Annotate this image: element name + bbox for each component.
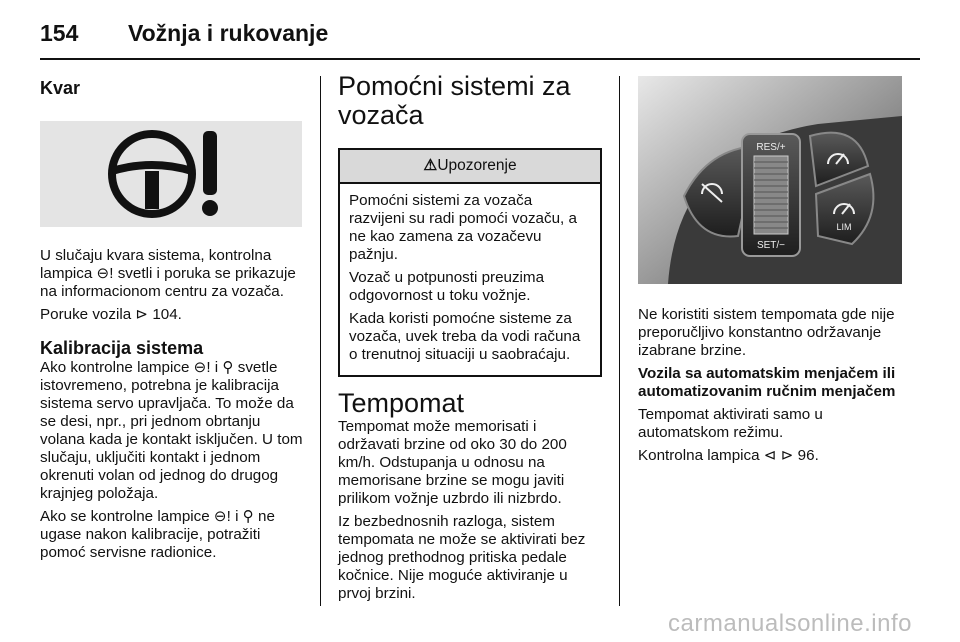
section-heading-kalibracija: Kalibracija sistema <box>40 338 204 358</box>
section-heading-pomocni-sistemi: Pomoćni sistemi za vozača <box>338 71 571 130</box>
section-heading-kvar: Kvar <box>40 78 81 98</box>
column-middle <box>338 72 602 608</box>
paragraph: Ne koristiti sistem tempomata gde nije preporučljivo konstantno održavanje izabrane brzine. <box>638 306 895 359</box>
chapter-title: Vožnja i rukovanje <box>128 20 329 46</box>
warning-body <box>340 184 600 375</box>
subheading-automatic: Vozila sa automatskim menjačem ili automatizovanim ručnim menjačem <box>638 365 896 400</box>
section-heading-tempomat: Tempomat <box>338 388 465 418</box>
paragraph: Vozač u potpunosti preuzima odgovornost u toku vožnje. <box>349 269 545 304</box>
paragraph: Ako kontrolne lampice ⊖! i ⚲ svetle istovremeno, potrebna je kalibracija sistema servo upravljača. To može da se desi, npr., pri jednom obrtanju volana kada je kontakt isključen. U tom slučaju, uključiti kontakt i jednom okrenuti volan od jednog do drugog krajnjeg položaja. <box>40 359 303 502</box>
column-divider <box>619 76 620 606</box>
warning-triangle-icon: ⚠ <box>423 157 438 174</box>
page-number: 154 <box>40 20 79 46</box>
paragraph: Tempomat može memorisati i održavati brzine od oko 30 do 200 km/h. Odstupanja u odnosu na memorisane brzine se mogu javiti prilikom vožnje uzbrdo ili nizbrdo. <box>338 418 567 507</box>
paragraph: Kada koristi pomoćne sisteme za vozača, uvek treba da vodi računa o trenutnoj situaciji u saobraćaju. <box>349 310 581 363</box>
column-right <box>638 72 902 470</box>
steering-warning-illustration <box>40 121 302 227</box>
paragraph: U slučaju kvara sistema, kontrolna lampica ⊖! svetli i poruka se prikazuje na informacionom centru za vozača. <box>40 247 296 300</box>
res-label: RES/+ <box>756 142 786 153</box>
warning-title: Upozorenje <box>437 157 517 174</box>
paragraph: Ako se kontrolne lampice ⊖! i ⚲ ne ugase nakon kalibracije, potražiti pomoć servisne radionice. <box>40 508 275 561</box>
paragraph: Kontrolna lampica ⊲ ⊳ 96. <box>638 447 819 464</box>
cruise-control-buttons-photo <box>638 76 902 284</box>
paragraph: Pomoćni sistemi za vozača razvijeni su radi pomoći vozaču, a ne kao zamena za vozačevu pažnju. <box>349 192 577 263</box>
paragraph: Tempomat aktivirati samo u automatskom režimu. <box>638 406 823 441</box>
warning-box <box>338 148 602 377</box>
warning-header <box>340 150 600 184</box>
set-label: SET/− <box>756 240 786 251</box>
lim-label: LIM <box>836 222 852 232</box>
paragraph: Iz bezbednosnih razloga, sistem tempomata ne može se aktivirati bez jednog prethodnog pritiska pedale kočnice. Nije moguće aktiviranje u prvoj brzini. <box>338 513 586 602</box>
paragraph: Poruke vozila ⊳ 104. <box>40 306 182 323</box>
column-divider <box>320 76 321 606</box>
steering-wheel-warning-icon <box>40 121 302 227</box>
page-header <box>40 18 920 60</box>
column-left <box>40 72 305 567</box>
watermark: carmanualsonline.info <box>668 610 912 637</box>
